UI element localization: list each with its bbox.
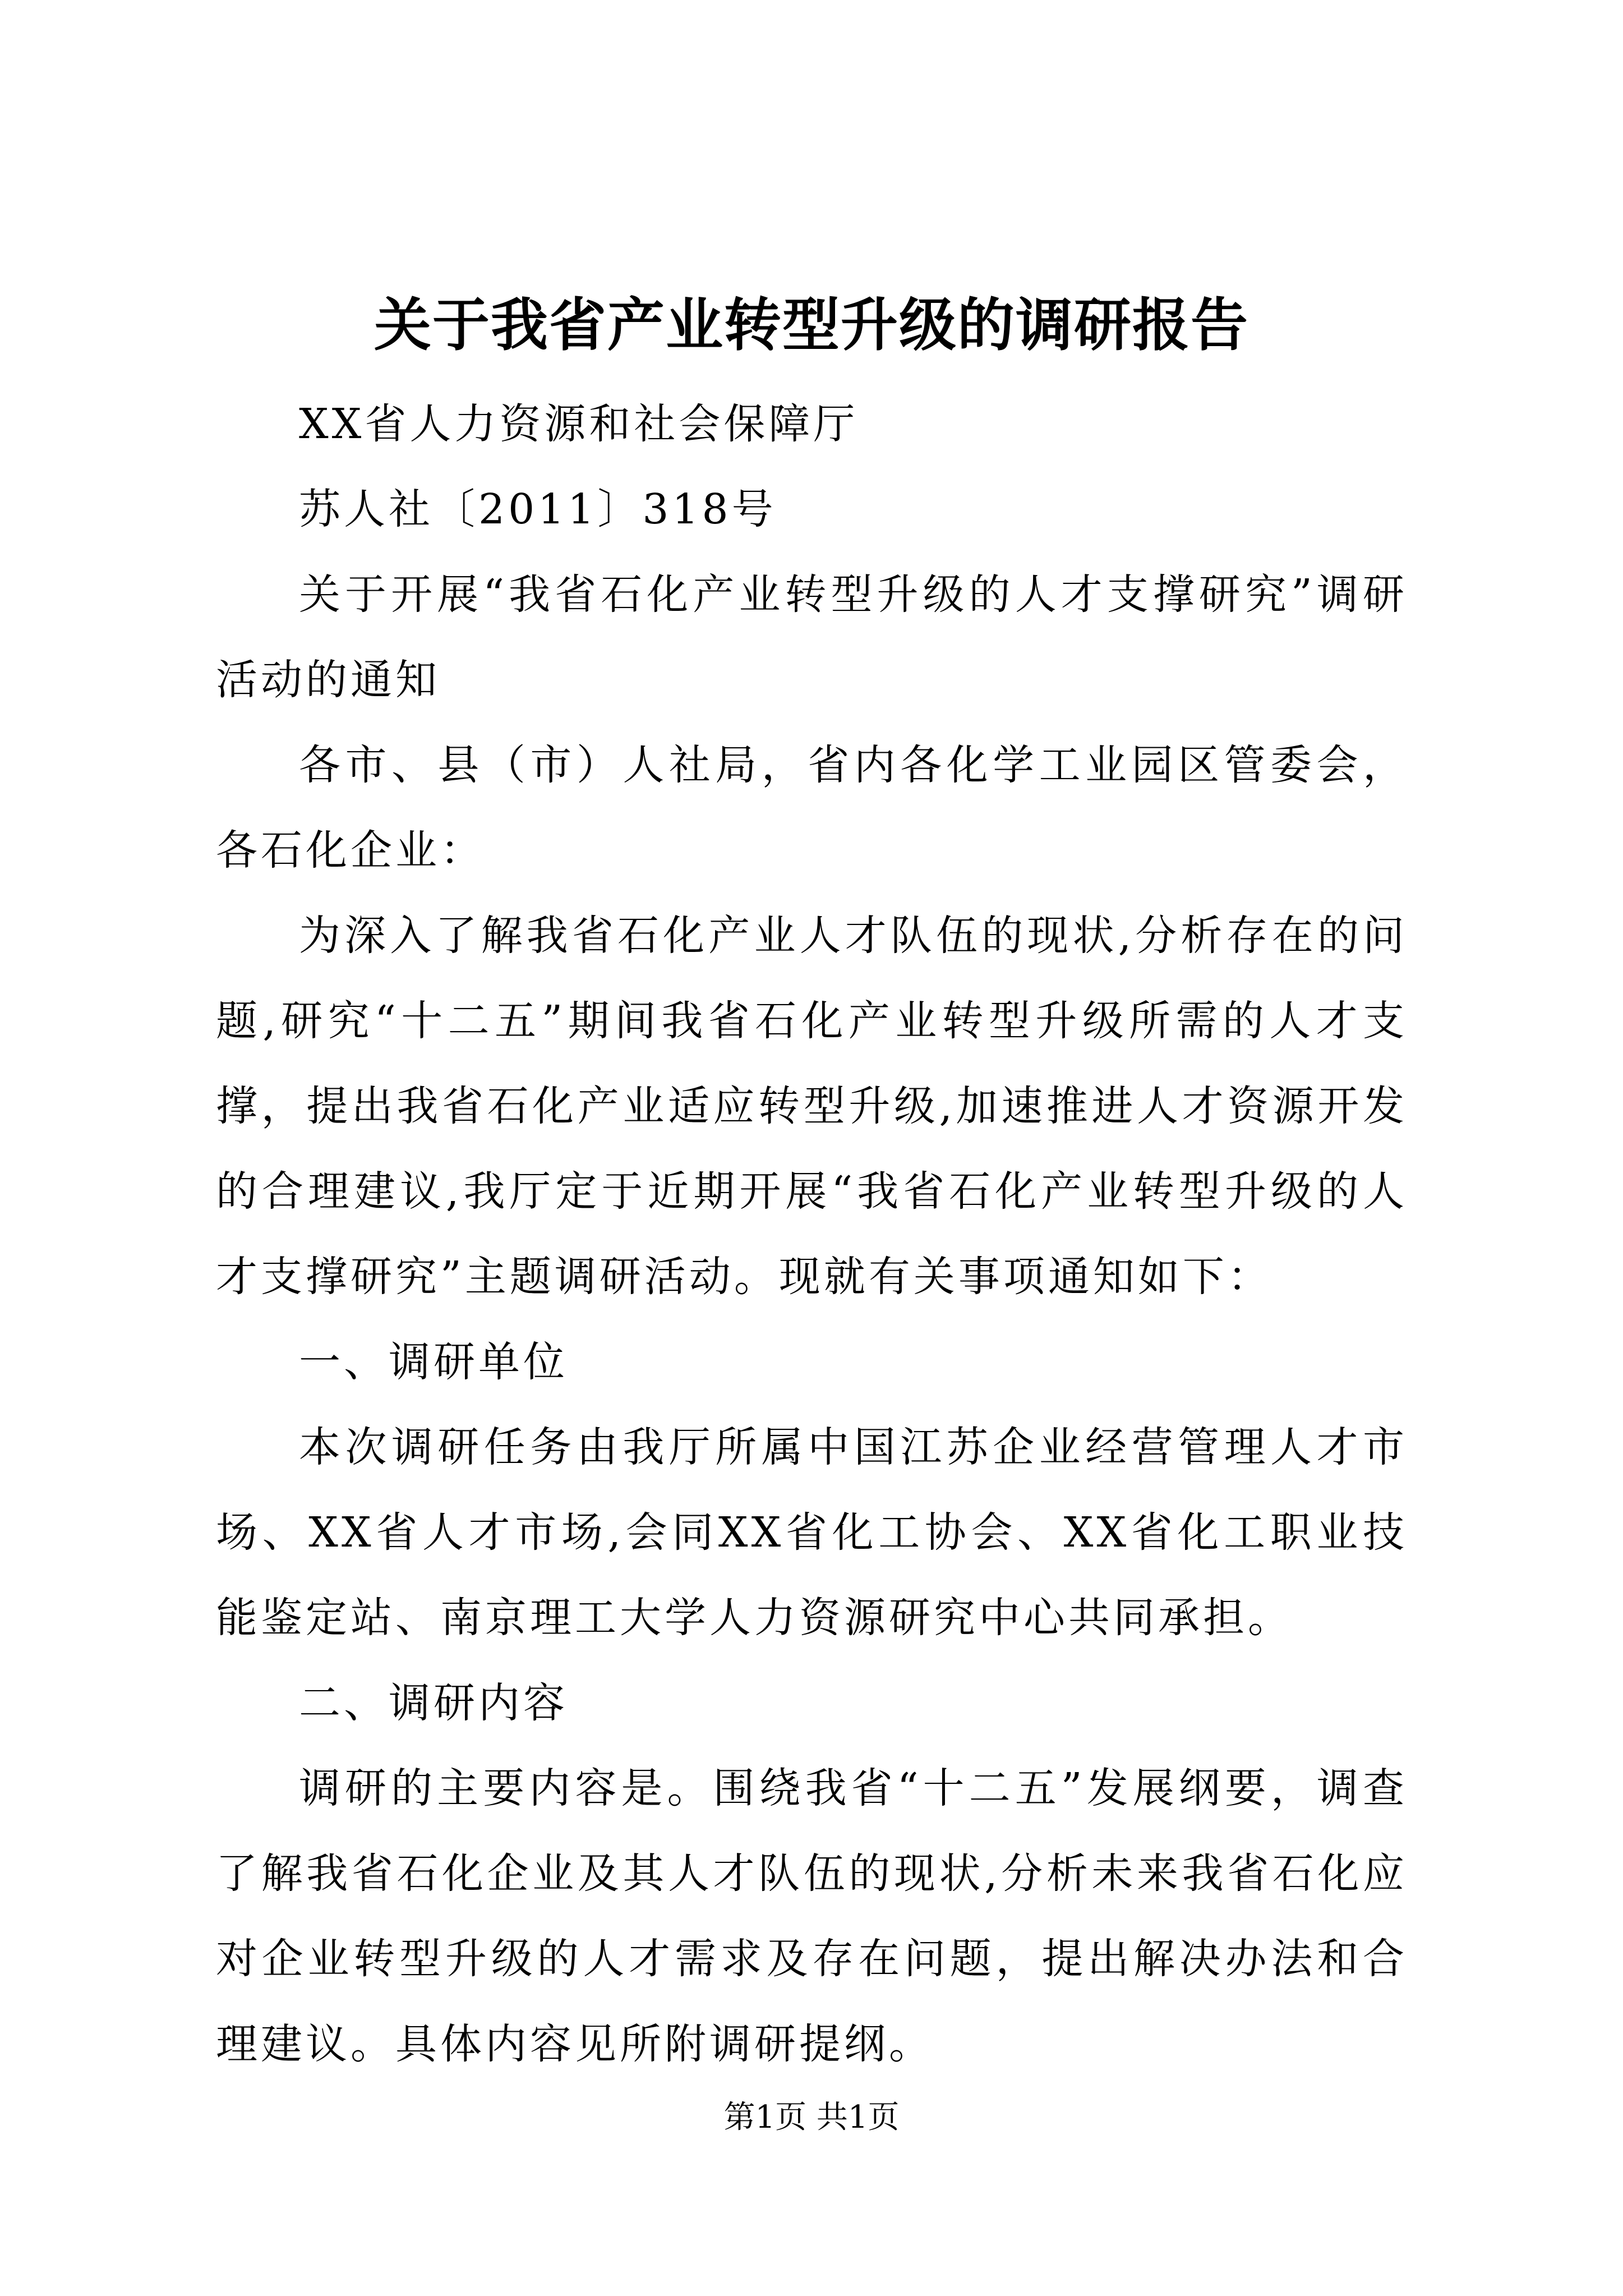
page-footer: 第1页 共1页 — [723, 2099, 900, 2136]
section-heading-content: 二、调研内容 — [299, 1679, 568, 1727]
issuing-agency: XX省人力资源和社会保障厅 — [299, 400, 859, 448]
content-paragraph: 调研的主要内容是。围绕我省“十二五”发展纲要，调查了解我省石化企业及其人才队伍的现状,分析未来我省石化应对企业转型升级的人才需求及存在问题，提出解决办法和合理建议。具体内容见所附调研提纲。 — [216, 1764, 1408, 2068]
document-title: 关于我省产业转型升级的调研报告 — [374, 292, 1249, 359]
purpose-paragraph: 为深入了解我省石化产业人才队伍的现状,分析存在的问题,研究“十二五”期间我省石化产业转型升级所需的人才支撑，提出我省石化产业适应转型升级,加速推进人才资源开发的合理建议,我厅定于近期开展“我省石化产业转型升级的人才支撑研究”主题调研活动。现就有关事项通知如下： — [216, 912, 1408, 1301]
section-heading-units: 一、调研单位 — [299, 1338, 568, 1386]
document-number: 苏人社〔2011〕318号 — [299, 485, 777, 533]
units-paragraph: 本次调研任务由我厅所属中国江苏企业经营管理人才市场、XX省人才市场,会同XX省化工协会、XX省化工职业技能鉴定站、南京理工大学人力资源研究中心共同承担。 — [216, 1423, 1408, 1642]
notice-subject: 关于开展“我省石化产业转型升级的人才支撑研究”调研活动的通知 — [216, 570, 1408, 704]
recipients: 各市、县（市）人社局，省内各化学工业园区管委会，各石化企业： — [216, 741, 1408, 875]
document-body — [216, 381, 1408, 2087]
